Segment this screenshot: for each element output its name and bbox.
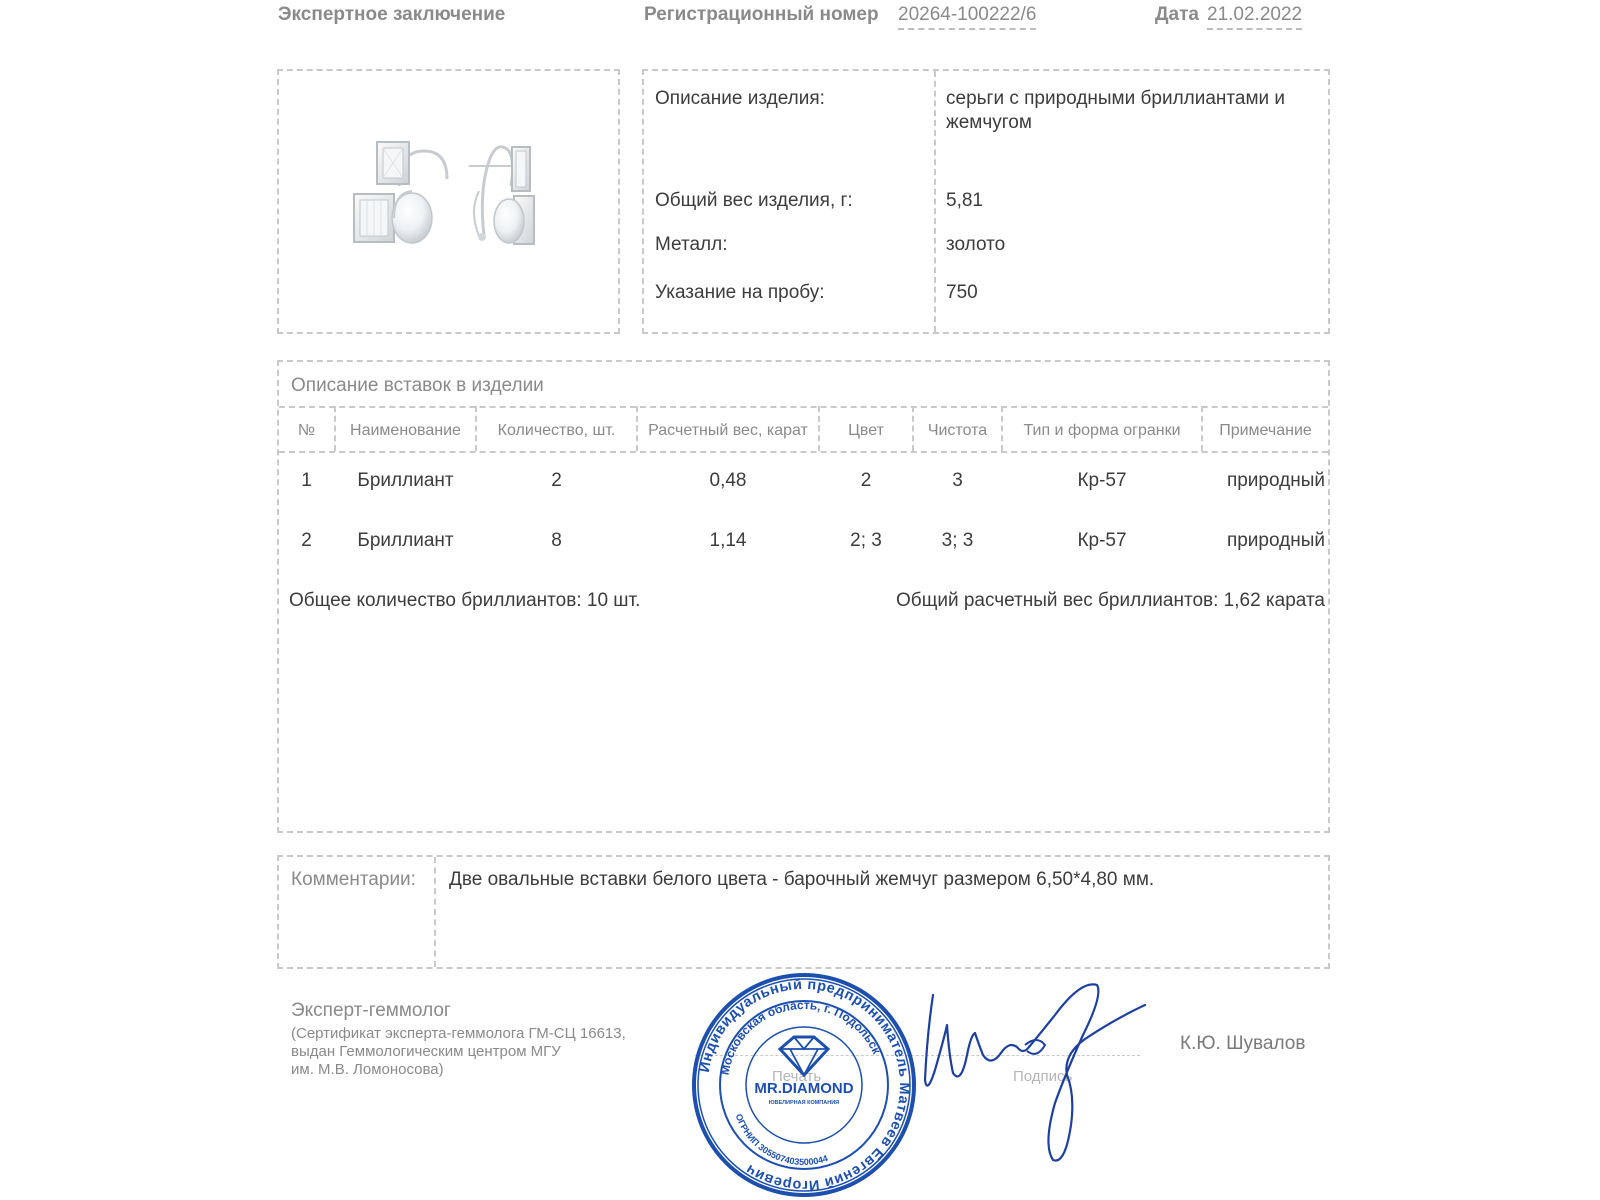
table-cell: Кр-57 — [1077, 530, 1127, 551]
stamp-ogrnip: ОГРНИП 305507403500044 — [733, 1112, 830, 1168]
table-cell: Кр-57 — [1077, 470, 1127, 491]
stamp-inner-text: Московская область, г. Подольск — [717, 997, 884, 1077]
table-cell: 2 — [301, 530, 312, 551]
stamp-label: Печать — [772, 1068, 822, 1085]
table-cell: природный — [1226, 470, 1325, 491]
table-cell: 3 — [952, 470, 963, 491]
total-count: Общее количество бриллиантов: 10 шт. — [289, 590, 641, 611]
diamond-logo-icon — [780, 1037, 828, 1075]
table-cell: 8 — [551, 530, 562, 551]
weight-value: 5,81 — [946, 190, 983, 211]
assay-value: 750 — [946, 282, 978, 303]
date-value: 21.02.2022 — [1207, 4, 1302, 30]
stamp-brand-sub: ЮВЕЛИРНАЯ КОМПАНИЯ — [768, 1100, 840, 1106]
expert-title: Эксперт-геммолог — [291, 1000, 451, 1021]
metal-label: Металл: — [655, 234, 728, 255]
document-title: Экспертное заключение — [278, 4, 506, 25]
inserts-title: Описание вставок в изделии — [291, 375, 544, 396]
comments-text: Две овальные вставки белого цвета - барочный жемчуг размером 6,50*4,80 мм. — [449, 869, 1155, 890]
col-header-note: Примечание — [1219, 422, 1312, 439]
certificate-line: выдан Геммологическим центром МГУ — [291, 1043, 561, 1060]
description-value: серьги с природными бриллиантами и жемчугом — [946, 88, 1286, 133]
expert-certificate — [291, 1025, 626, 1079]
table-header-top-line — [279, 406, 1328, 408]
table-cell: природный — [1226, 530, 1325, 551]
col-header-name: Наименование — [350, 422, 461, 439]
table-cell: 1 — [301, 470, 312, 491]
col-header-cut: Тип и форма огранки — [1023, 422, 1181, 439]
certificate-line: (Сертификат эксперта-геммолога ГМ-СЦ 16613, — [291, 1025, 626, 1042]
col-header-color: Цвет — [848, 422, 884, 439]
table-cell: 2 — [860, 470, 872, 491]
signature-label: Подпись — [1013, 1068, 1073, 1085]
expert-name: К.Ю. Шувалов — [1180, 1033, 1306, 1054]
col-header-clarity: Чистота — [927, 422, 988, 439]
col-header-number: № — [297, 422, 316, 439]
earrings-image — [279, 71, 618, 332]
table-cell: 3; 3 — [941, 530, 974, 551]
assay-label: Указание на пробу: — [655, 282, 825, 303]
weight-label: Общий вес изделия, г: — [655, 190, 853, 211]
table-cell: 2; 3 — [850, 530, 882, 551]
comments-divider — [434, 857, 436, 967]
product-image-frame — [277, 69, 620, 334]
table-cell: Бриллиант — [357, 530, 454, 551]
table-cell: Бриллиант — [357, 470, 454, 491]
reg-number-value: 20264-100222/6 — [898, 4, 1036, 30]
description-label: Описание изделия: — [655, 88, 825, 109]
comments-label: Комментарии: — [291, 869, 416, 890]
table-cell: 2 — [551, 470, 562, 491]
table-cell: 0,48 — [709, 470, 747, 491]
company-stamp — [690, 971, 918, 1199]
table-header-bottom-line — [279, 451, 1328, 453]
certificate-line: им. М.В. Ломоносова) — [291, 1061, 444, 1078]
reg-number-label: Регистрационный номер — [644, 4, 879, 25]
column-divider — [934, 71, 936, 332]
stamp-brand: MR.DIAMOND — [754, 1080, 854, 1097]
metal-value: золото — [946, 234, 1006, 255]
table-cell: 1,14 — [709, 530, 747, 551]
stamp-outer-text: Индивидуальный предприниматель Матвеев Евгений Игоревич — [696, 976, 913, 1194]
col-header-quantity: Количество, шт. — [497, 422, 616, 439]
total-weight: Общий расчетный вес бриллиантов: 1,62 карата — [896, 590, 1325, 611]
signature-drawing — [905, 975, 1165, 1175]
date-label: Дата — [1155, 4, 1199, 25]
col-header-weight: Расчетный вес, карат — [648, 422, 808, 439]
